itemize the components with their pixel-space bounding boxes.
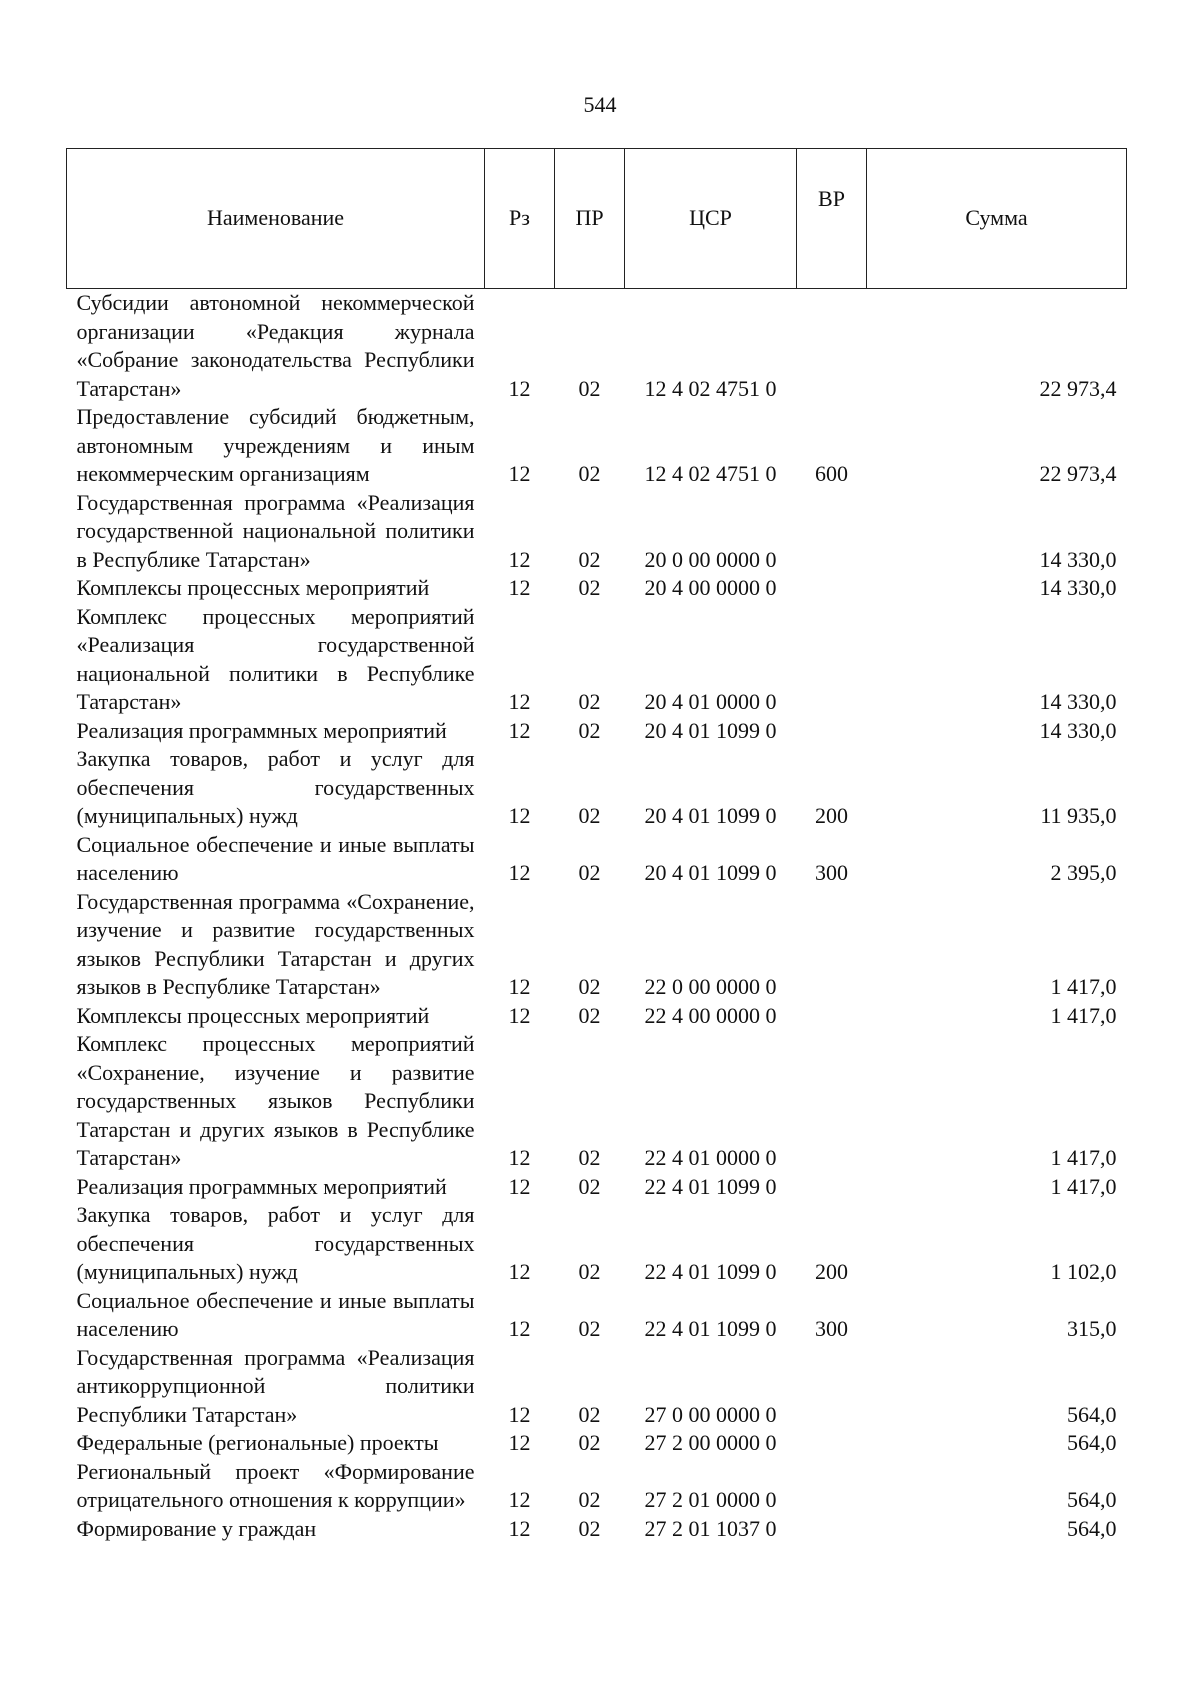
cell-rz: 12 (508, 974, 531, 999)
table-row (67, 1201, 1127, 1287)
cell-pr: 02 (578, 1430, 601, 1455)
cell-name: Реализация программных мероприятий (76, 1173, 447, 1199)
cell-name: Реализация программных мероприятий (76, 717, 447, 743)
cell-csr: 20 4 00 0000 0 (644, 575, 777, 600)
table-row (67, 1030, 1127, 1173)
cell-vr (797, 489, 867, 575)
cell-rz: 12 (508, 1515, 531, 1541)
cell-sum: 564,0 (1067, 1515, 1117, 1541)
cell-rz: 12 (508, 1401, 531, 1427)
table-row (67, 717, 1127, 746)
cell-pr: 02 (578, 1487, 601, 1512)
cell-pr: 02 (578, 1259, 601, 1284)
cell-rz: 12 (508, 1145, 531, 1170)
table-row (67, 603, 1127, 717)
header-sum: Сумма (867, 149, 1127, 289)
cell-rz: 12 (508, 1173, 531, 1199)
cell-sum: 14 330,0 (1039, 546, 1117, 572)
cell-rz: 12 (508, 1316, 531, 1341)
header-name: Наименование (67, 149, 485, 289)
cell-csr: 20 4 01 1099 0 (644, 860, 777, 885)
cell-sum: 1 417,0 (1050, 1002, 1117, 1028)
cell-vr (797, 1515, 867, 1544)
cell-rz: 12 (508, 1002, 531, 1028)
cell-csr: 27 2 01 1037 0 (644, 1515, 777, 1541)
cell-sum: 22 973,4 (1039, 375, 1117, 401)
table-row (67, 745, 1127, 831)
cell-pr: 02 (578, 575, 601, 600)
cell-rz: 12 (508, 575, 531, 600)
cell-pr: 02 (578, 1401, 601, 1427)
cell-rz: 12 (508, 375, 531, 401)
budget-table (66, 148, 1127, 1543)
cell-pr: 02 (578, 1145, 601, 1170)
cell-sum: 564,0 (1067, 1430, 1117, 1455)
cell-vr (797, 1030, 867, 1173)
cell-name: Формирование у граждан (76, 1515, 317, 1541)
table-row (67, 831, 1127, 888)
table-row (67, 888, 1127, 1002)
cell-pr: 02 (578, 1173, 601, 1199)
cell-sum: 22 973,4 (1039, 461, 1117, 486)
cell-name: Комплекс процессных мероприятий «Сохранение, изучение и развитие государственных языков Республики Татарстан и других языков в Республике Татарстан» (76, 1031, 475, 1170)
cell-sum: 2 395,0 (1050, 860, 1117, 885)
page-number: 544 (583, 92, 617, 117)
cell-rz: 12 (508, 689, 531, 714)
table-row (67, 289, 1127, 404)
cell-rz: 12 (508, 803, 531, 828)
cell-pr: 02 (578, 1316, 601, 1341)
cell-pr: 02 (578, 717, 601, 743)
cell-rz: 12 (508, 1259, 531, 1284)
cell-pr: 02 (578, 375, 601, 401)
cell-rz: 12 (508, 1430, 531, 1455)
cell-vr (797, 717, 867, 746)
table-body (67, 289, 1127, 1544)
cell-pr: 02 (578, 803, 601, 828)
cell-csr: 22 4 01 0000 0 (644, 1145, 777, 1170)
cell-csr: 20 0 00 0000 0 (644, 546, 777, 572)
cell-name: Социальное обеспечение и иные выплаты населению (76, 831, 475, 885)
cell-name: Закупка товаров, работ и услуг для обеспечения государственных (муниципальных) нужд (76, 746, 475, 828)
header-vr: ВР (797, 149, 867, 289)
table-row (67, 1002, 1127, 1031)
cell-vr (797, 603, 867, 717)
cell-rz: 12 (508, 860, 531, 885)
cell-name: Предоставление субсидий бюджетным, автономным учреждениям и иным некоммерческим организациям (76, 404, 475, 486)
cell-csr: 27 2 01 0000 0 (644, 1487, 777, 1512)
cell-name: Комплексы процессных мероприятий (76, 575, 430, 600)
cell-csr: 12 4 02 4751 0 (644, 461, 777, 486)
cell-csr: 22 4 00 0000 0 (644, 1002, 777, 1028)
header-rz: Рз (485, 149, 555, 289)
cell-pr: 02 (578, 546, 601, 572)
cell-rz: 12 (508, 1487, 531, 1512)
table-row (67, 574, 1127, 603)
cell-csr: 27 2 00 0000 0 (644, 1430, 777, 1455)
cell-sum: 564,0 (1067, 1401, 1117, 1427)
cell-name: Государственная программа «Реализация государственной национальной политики в Республике Татарстан» (76, 489, 475, 572)
cell-rz: 12 (508, 461, 531, 486)
cell-csr: 27 0 00 0000 0 (644, 1401, 777, 1427)
cell-name: Комплексы процессных мероприятий (76, 1002, 430, 1028)
cell-sum: 1 417,0 (1050, 1173, 1117, 1199)
cell-vr: 600 (815, 461, 848, 486)
cell-csr: 20 4 01 1099 0 (644, 803, 777, 828)
table-row (67, 1429, 1127, 1458)
cell-sum: 14 330,0 (1039, 689, 1117, 714)
table-row (67, 1287, 1127, 1344)
cell-csr: 22 0 00 0000 0 (644, 974, 777, 999)
cell-name: Субсидии автономной некоммерческой организации «Редакция журнала «Собрание законодательства Республики Татарстан» (76, 290, 475, 401)
cell-vr (797, 1002, 867, 1031)
header-csr: ЦСР (625, 149, 797, 289)
cell-csr: 22 4 01 1099 0 (644, 1259, 777, 1284)
cell-rz: 12 (508, 546, 531, 572)
cell-csr: 20 4 01 1099 0 (644, 717, 777, 743)
cell-sum: 1 417,0 (1050, 974, 1117, 999)
cell-sum: 14 330,0 (1039, 717, 1117, 743)
table-row (67, 489, 1127, 575)
cell-csr: 20 4 01 0000 0 (644, 689, 777, 714)
cell-name: Комплекс процессных мероприятий «Реализация государственной национальной политики в Республике Татарстан» (76, 603, 475, 714)
table-row (67, 1515, 1127, 1544)
table-row (67, 1458, 1127, 1515)
cell-sum: 1 102,0 (1050, 1259, 1117, 1284)
cell-rz: 12 (508, 717, 531, 743)
cell-name: Региональный проект «Формирование отрицательного отношения к коррупции» (76, 1458, 475, 1512)
cell-name: Социальное обеспечение и иные выплаты населению (76, 1287, 475, 1341)
table-row (67, 1173, 1127, 1202)
cell-name: Государственная программа «Реализация антикоррупционной политики Республики Татарстан» (76, 1344, 475, 1427)
cell-name: Закупка товаров, работ и услуг для обеспечения государственных (муниципальных) нужд (76, 1202, 475, 1284)
cell-vr (797, 289, 867, 404)
cell-csr: 12 4 02 4751 0 (644, 375, 777, 401)
table-row (67, 403, 1127, 489)
cell-vr (797, 1429, 867, 1458)
cell-vr: 300 (815, 1316, 848, 1341)
header-pr: ПР (555, 149, 625, 289)
cell-name: Государственная программа «Сохранение, изучение и развитие государственных языков Республики Татарстан и других языков в Республике Татарстан» (76, 888, 475, 999)
cell-sum: 11 935,0 (1040, 803, 1117, 828)
cell-sum: 564,0 (1067, 1487, 1117, 1512)
table-header-row (67, 149, 1127, 289)
cell-sum: 315,0 (1067, 1316, 1117, 1341)
cell-pr: 02 (578, 1515, 601, 1541)
cell-vr: 200 (815, 803, 848, 828)
cell-pr: 02 (578, 689, 601, 714)
cell-vr (797, 1173, 867, 1202)
cell-pr: 02 (578, 461, 601, 486)
cell-vr (797, 1344, 867, 1430)
cell-name: Федеральные (региональные) проекты (76, 1430, 439, 1455)
cell-vr: 200 (815, 1259, 848, 1284)
cell-csr: 22 4 01 1099 0 (644, 1173, 777, 1199)
cell-sum: 14 330,0 (1039, 575, 1117, 600)
cell-pr: 02 (578, 860, 601, 885)
table-row (67, 1344, 1127, 1430)
cell-sum: 1 417,0 (1050, 1145, 1117, 1170)
cell-csr: 22 4 01 1099 0 (644, 1316, 777, 1341)
cell-vr (797, 574, 867, 603)
cell-pr: 02 (578, 1002, 601, 1028)
cell-vr: 300 (815, 860, 848, 885)
cell-vr (797, 1458, 867, 1515)
cell-pr: 02 (578, 974, 601, 999)
cell-vr (797, 888, 867, 1002)
